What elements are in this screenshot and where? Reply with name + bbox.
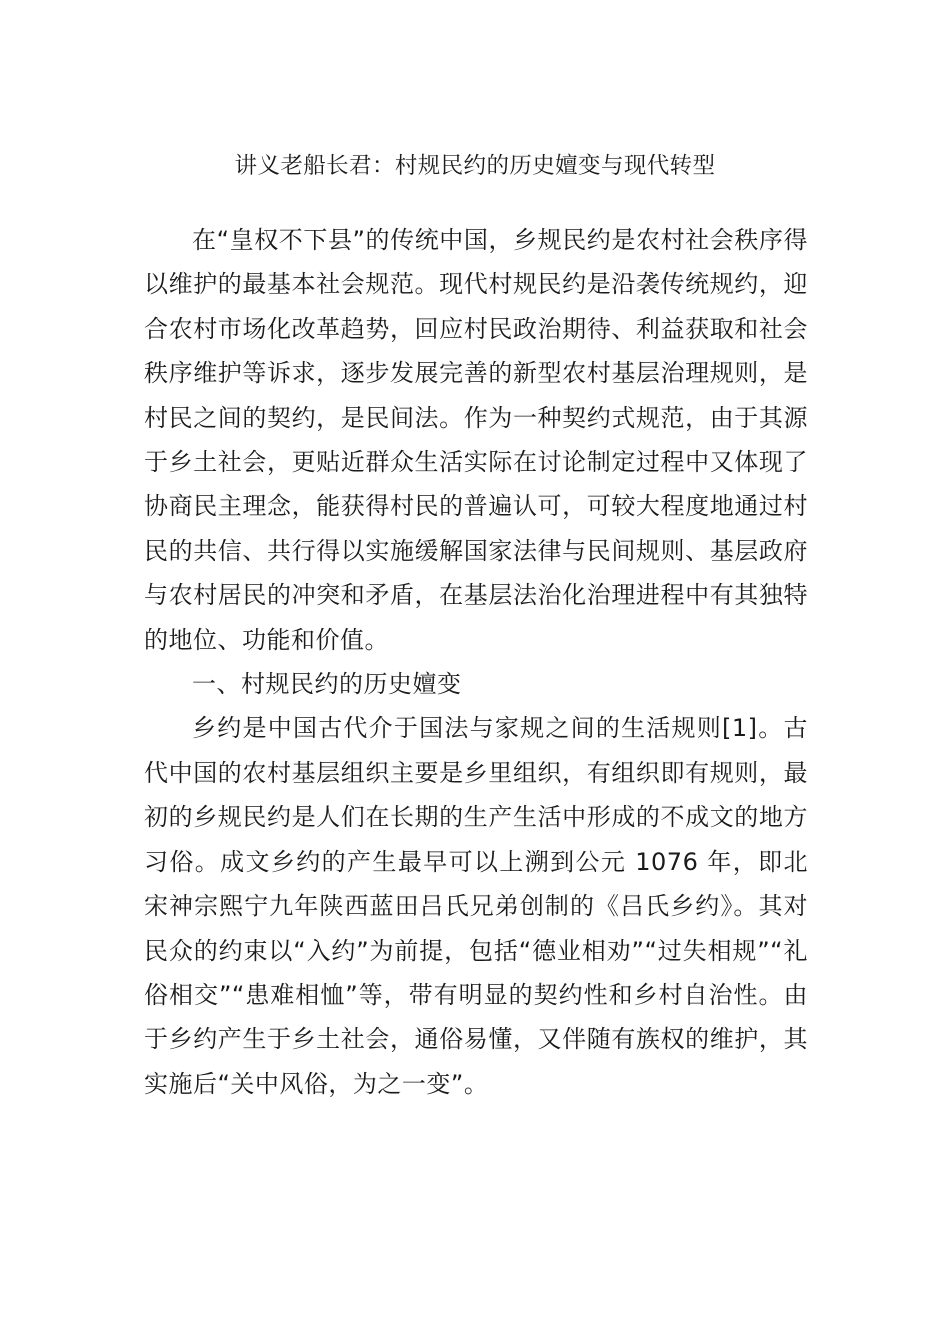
history-paragraph: 乡约是中国古代介于国法与家规之间的生活规则[1]。古代中国的农村基层组织主要是乡里组织，有组织即有规则，最初的乡规民约是人们在长期的生产生活中形成的不成文的地方习俗。成文乡约的产生最早可以上溯到公元 1076 年，即北宋神宗熙宁九年陕西蓝田吕氏兄弟创制的《吕氏乡约》。其对民众的约束以“入约”为前提，包括“德业相劝”“过失相规”“礼俗相交”“患难相恤”等，带有明显的契约性和乡村自治性。由于乡约产生于乡土社会，通俗易懂，又伴随有族权的维护，其实施后“关中风俗，为之一变”。 [144, 714, 808, 1098]
intro-paragraph: 在“皇权不下县”的传统中国，乡规民约是农村社会秩序得以维护的最基本社会规范。现代村规民约是沿袭传统规约，迎合农村市场化改革趋势，回应村民政治期待、利益获取和社会秩序维护等诉求，逐步发展完善的新型农村基层治理规则，是村民之间的契约，是民间法。作为一种契约式规范，由于其源于乡土社会，更贴近群众生活实际在讨论制定过程中又体现了协商民主理念，能获得村民的普遍认可，可较大程度地通过村民的共信、共行得以实施缓解国家法律与民间规则、基层政府与农村居民的冲突和矛盾，在基层法治化治理进程中有其独特的地位、功能和价值。 [144, 226, 808, 654]
section-heading: 一、村规民约的历史嬗变 [192, 670, 462, 699]
document-body [144, 218, 808, 1106]
document-title: 讲义老船长君：村规民约的历史嬗变与现代转型 [234, 153, 716, 179]
